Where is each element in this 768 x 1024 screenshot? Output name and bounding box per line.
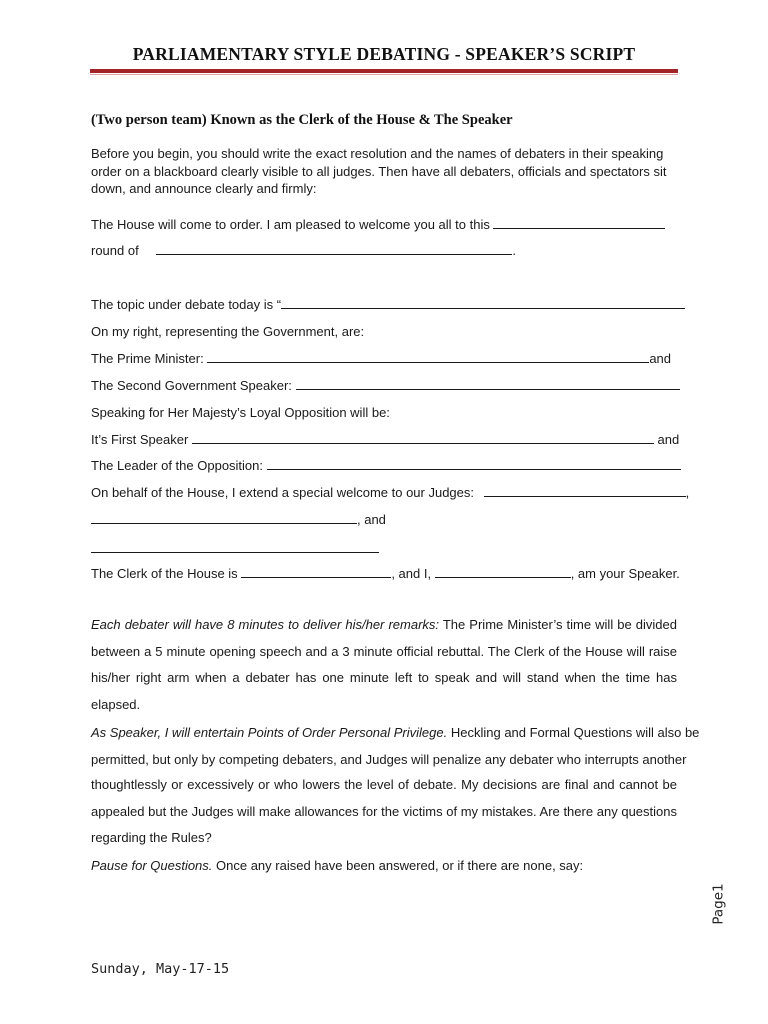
and-i-text: , and I, bbox=[391, 566, 432, 581]
round-number-blank bbox=[493, 216, 665, 229]
judge-1-blank bbox=[484, 484, 686, 497]
leader-opposition-blank bbox=[267, 457, 681, 470]
points-line-2: permitted, but only by competing debaters, and Judges will penalize any debater who interrupts another bbox=[91, 752, 687, 767]
first-speaker-line bbox=[91, 431, 679, 449]
second-speaker-blank bbox=[296, 377, 680, 390]
welcome-line bbox=[91, 216, 665, 234]
document-title: PARLIAMENTARY STYLE DEBATING - SPEAKER’S SCRIPT bbox=[132, 44, 636, 64]
judges-welcome-line bbox=[91, 484, 689, 502]
page-number bbox=[710, 880, 734, 930]
intro-paragraph: Before you begin, you should write the exact resolution and the names of debaters in their speaking order on a blackboard clearly visible to all judges. Then have all debaters, officials and spectators sit down, and announce clearly and firmly: bbox=[91, 146, 667, 196]
timing-rules-text: The Prime Minister’s time will be divided between a 5 minute opening speech and a 3 minute official rebuttal. The Clerk of the House will raise his/her right arm when a debater has one minute left to speak and will stand when the time has elapsed. bbox=[91, 617, 677, 712]
welcome-text: The House will come to order. I am pleased to welcome you all to this bbox=[91, 217, 490, 232]
page-number-text: Page1 bbox=[710, 883, 727, 925]
first-speaker-and: and bbox=[657, 432, 680, 447]
clerk-is-text: The Clerk of the House is bbox=[91, 566, 238, 581]
government-intro-line: On my right, representing the Government, are: bbox=[91, 324, 365, 339]
title-underline bbox=[90, 69, 678, 73]
judge-2-and: , and bbox=[357, 512, 386, 527]
timing-rules-lead: Each debater will have 8 minutes to deliver his/her remarks: bbox=[91, 617, 440, 632]
points-lead: As Speaker, I will entertain Points of Order Personal Privilege. bbox=[91, 725, 448, 740]
topic-text: The topic under debate today is “ bbox=[91, 297, 282, 312]
second-speaker-line bbox=[91, 377, 680, 395]
prime-minister-label: The Prime Minister: bbox=[91, 351, 204, 366]
topic-line bbox=[91, 296, 685, 314]
footer-date: Sunday, May-17-15 bbox=[91, 961, 230, 977]
pause-line bbox=[91, 857, 583, 875]
section-subheading: (Two person team) Known as the Clerk of the House & The Speaker bbox=[91, 112, 513, 128]
opposition-intro-line: Speaking for Her Majesty’s Loyal Opposition will be: bbox=[91, 405, 390, 420]
judge-2-blank bbox=[91, 511, 357, 524]
clerk-name-blank bbox=[241, 565, 391, 578]
clerk-speaker-line bbox=[91, 565, 680, 583]
points-paragraph-rest: thoughtlessly or excessively or who lowers the level of debate. My decisions are final and cannot be appealed but the Judges will make allowances for the victims of my mistakes. Are there any questions regarding the Rules? bbox=[91, 777, 677, 846]
round-end-period: . bbox=[512, 243, 516, 258]
title-underline-shadow bbox=[90, 74, 678, 75]
judge-2-line bbox=[91, 511, 386, 529]
topic-blank bbox=[281, 296, 685, 309]
judge-3-blank bbox=[91, 552, 379, 553]
judges-comma: , bbox=[685, 485, 690, 500]
points-line1-text: Heckling and Formal Questions will also be bbox=[447, 725, 700, 740]
leader-opposition-line bbox=[91, 457, 681, 475]
am-speaker-text: , am your Speaker. bbox=[570, 566, 680, 581]
prime-minister-and: and bbox=[649, 351, 672, 366]
leader-opposition-label: The Leader of the Opposition: bbox=[91, 458, 264, 473]
round-name-blank bbox=[156, 242, 512, 255]
round-of-text: round of bbox=[91, 243, 139, 258]
pause-lead: Pause for Questions. bbox=[91, 858, 213, 873]
timing-rules-paragraph bbox=[91, 612, 677, 718]
round-of-line bbox=[91, 242, 516, 260]
prime-minister-line bbox=[91, 350, 671, 368]
prime-minister-blank bbox=[207, 350, 649, 363]
second-speaker-label: The Second Government Speaker: bbox=[91, 378, 292, 393]
points-line-1 bbox=[91, 724, 699, 742]
speaker-name-blank bbox=[435, 565, 571, 578]
pause-text: Once any raised have been answered, or if there are none, say: bbox=[212, 858, 584, 873]
judges-welcome-text: On behalf of the House, I extend a special welcome to our Judges: bbox=[91, 485, 475, 500]
first-speaker-blank bbox=[192, 431, 654, 444]
first-speaker-label: It’s First Speaker bbox=[91, 432, 189, 447]
